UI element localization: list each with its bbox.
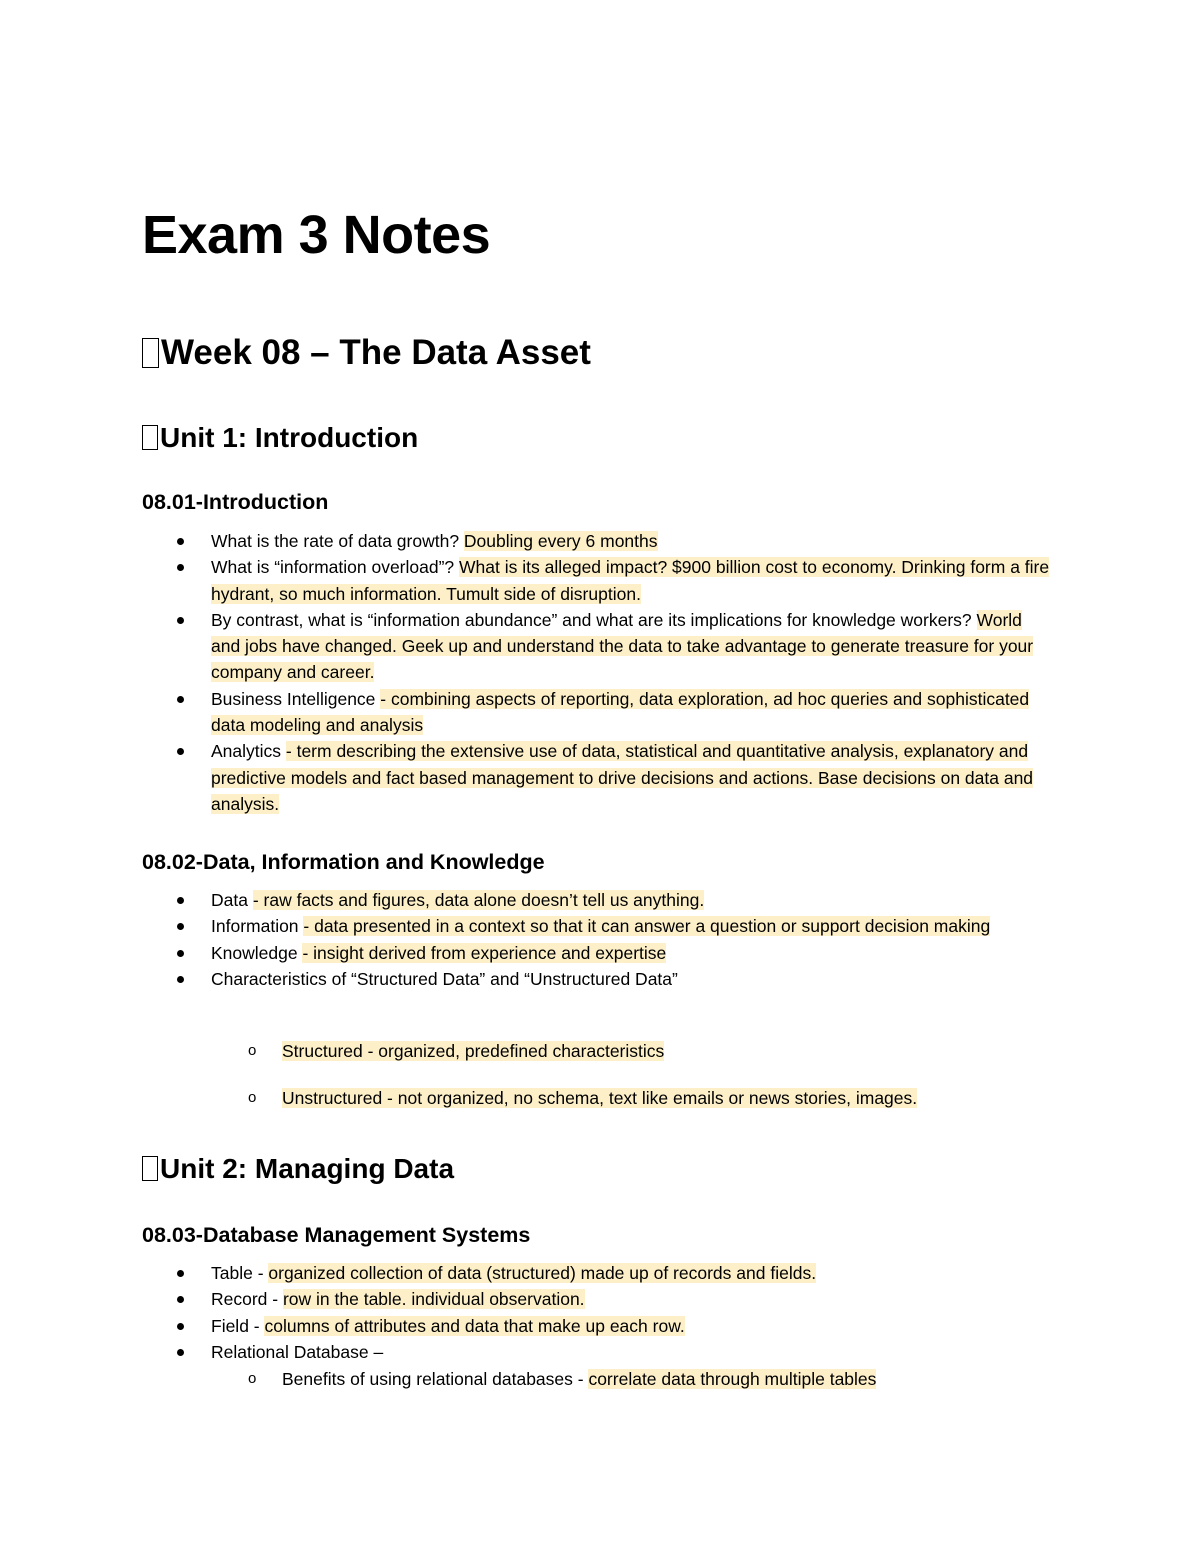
- week-heading: [142, 331, 591, 375]
- bullet-icon: [177, 1349, 184, 1356]
- item-text: Record -: [211, 1289, 283, 1310]
- list-item: [0, 528, 1200, 554]
- bullet-icon: [177, 897, 184, 904]
- list-item: [0, 1313, 1200, 1339]
- item-highlight: - data presented in a context so that it can answer a question or support decision making: [303, 916, 991, 937]
- item-highlight: columns of attributes and data that make up each row.: [264, 1315, 685, 1336]
- sub-list-item: [0, 1085, 1200, 1111]
- item-text: Benefits of using relational databases -: [282, 1369, 589, 1389]
- document-title: Exam 3 Notes: [142, 205, 491, 265]
- item-text: Table -: [211, 1263, 269, 1283]
- collapse-box-icon[interactable]: [142, 1156, 158, 1181]
- list-item: [0, 1286, 1200, 1312]
- collapse-box-icon[interactable]: [142, 425, 158, 450]
- section-0801-heading: 08.01-Introduction: [142, 490, 329, 514]
- bullet-icon: [177, 1270, 184, 1277]
- bullet-icon: [177, 617, 184, 624]
- unit1-heading-text: Unit 1: Introduction: [160, 422, 419, 453]
- item-text: What is the rate of data growth?: [211, 531, 464, 551]
- item-highlight: row in the table. individual observation.: [282, 1289, 585, 1310]
- bullet-icon: [177, 696, 184, 703]
- item-text: What is “information overload”?: [211, 557, 460, 578]
- item-highlight: organized collection of data (structured) made up of records and fields.: [268, 1263, 817, 1283]
- bullet-icon: [177, 950, 184, 957]
- item-text: Field -: [211, 1315, 265, 1336]
- item-highlight: What is its alleged impact? $900 billion cost to economy. Drinking form a fire hydrant, so much information. Tumult side of disruption.: [211, 557, 1050, 604]
- list-item: [0, 887, 1200, 913]
- sub-list-item: [0, 1038, 1200, 1064]
- item-highlight: - term describing the extensive use of data, statistical and quantitative analysis, explanatory and predictive models and fact based management to drive decisions and actions. Base decisions on data and analysis.: [211, 741, 1034, 814]
- section-0802-list: [0, 887, 1200, 992]
- item-highlight: Structured - organized, predefined characteristics: [282, 1041, 665, 1061]
- bullet-icon: [177, 748, 184, 755]
- circle-bullet-icon: o: [248, 1370, 257, 1387]
- list-item: [0, 940, 1200, 966]
- bullet-icon: [177, 1323, 184, 1330]
- item-highlight: - combining aspects of reporting, data exploration, ad hoc queries and sophisticated data modeling and analysis: [211, 688, 1030, 736]
- list-item: [0, 686, 1200, 739]
- bullet-icon: [177, 1296, 184, 1303]
- item-highlight: - insight derived from experience and expertise: [302, 942, 667, 963]
- item-highlight: Doubling every 6 months: [463, 531, 658, 551]
- section-0803-heading: 08.03-Database Management Systems: [142, 1223, 531, 1247]
- item-highlight: World and jobs have changed. Geek up and understand the data to take advantage to generate treasure for your company and career.: [211, 609, 1034, 683]
- item-text: Business Intelligence: [211, 688, 381, 709]
- list-item: [0, 554, 1200, 607]
- item-text: Relational Database –: [211, 1341, 384, 1362]
- unit1-heading: [142, 420, 418, 456]
- item-text: Analytics: [211, 741, 286, 762]
- week-heading-text: Week 08 – The Data Asset: [161, 333, 591, 372]
- bullet-icon: [177, 538, 184, 545]
- list-item: [0, 1339, 1200, 1365]
- collapse-box-icon[interactable]: [142, 338, 159, 368]
- circle-bullet-icon: o: [248, 1042, 257, 1059]
- item-text: Data: [211, 890, 253, 910]
- section-0803-list: [0, 1260, 1200, 1365]
- bullet-icon: [177, 976, 184, 983]
- list-item: [0, 966, 1200, 992]
- item-text: By contrast, what is “information abundance” and what are its implications for knowledge workers?: [211, 609, 977, 630]
- item-text: Knowledge: [211, 942, 303, 963]
- sub-list-item: [0, 1366, 1200, 1392]
- list-item: [0, 1260, 1200, 1286]
- section-0802-heading: 08.02-Data, Information and Knowledge: [142, 850, 545, 874]
- item-highlight: - raw facts and figures, data alone doesn’t tell us anything.: [252, 890, 705, 910]
- bullet-icon: [177, 564, 184, 571]
- circle-bullet-icon: o: [248, 1089, 257, 1106]
- item-highlight: correlate data through multiple tables: [588, 1369, 877, 1389]
- item-text: Information: [211, 916, 304, 937]
- unit2-heading-text: Unit 2: Managing Data: [160, 1153, 455, 1184]
- unit2-heading: [142, 1151, 454, 1187]
- list-item: [0, 738, 1200, 817]
- list-item: [0, 913, 1200, 939]
- item-text: Characteristics of “Structured Data” and “Unstructured Data”: [211, 968, 678, 989]
- bullet-icon: [177, 923, 184, 930]
- list-item: [0, 607, 1200, 686]
- section-0801-list: [0, 528, 1200, 817]
- item-highlight: Unstructured - not organized, no schema, text like emails or news stories, images.: [282, 1088, 918, 1108]
